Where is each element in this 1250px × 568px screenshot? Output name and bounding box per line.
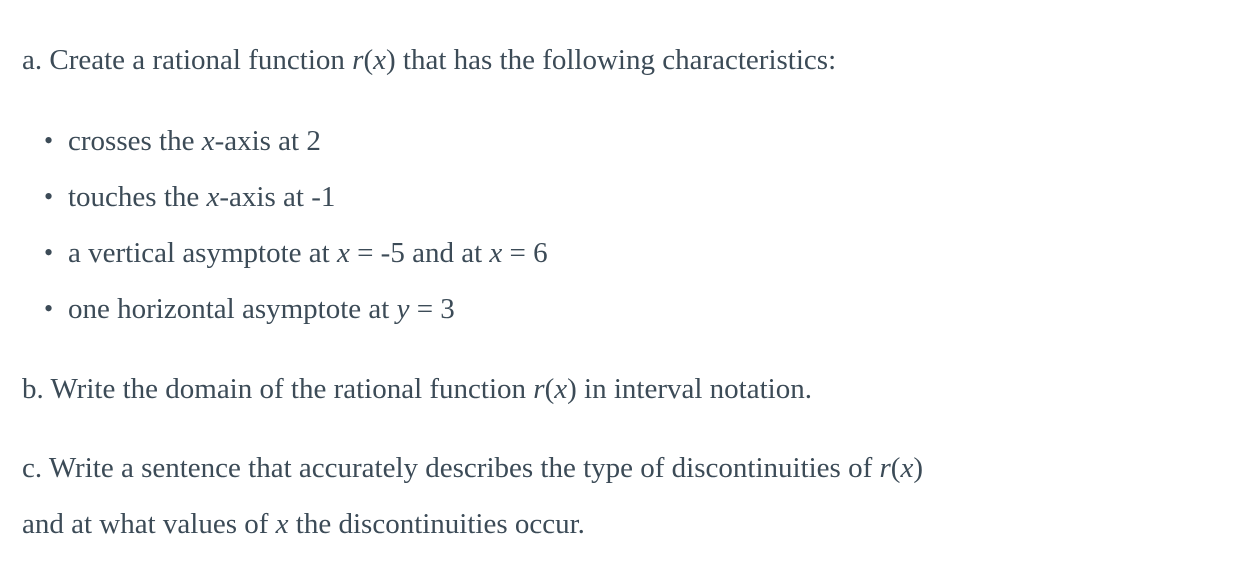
bullet-item-text: crosses the x-axis at 2 bbox=[68, 125, 321, 157]
bullet-item-text: one horizontal asymptote at y = 3 bbox=[68, 293, 455, 325]
characteristics-bullet-list bbox=[22, 113, 1230, 337]
question-c-line-2: and at what values of x the discontinuities occur. bbox=[22, 508, 585, 540]
bullet-item-vertical-asymptotes bbox=[22, 225, 1230, 281]
question-c-text bbox=[22, 440, 1230, 552]
bullet-dot-icon: • bbox=[44, 126, 54, 155]
bullet-item-touches-x-axis bbox=[22, 169, 1230, 225]
bullet-item-text: a vertical asymptote at x = -5 and at x = 6 bbox=[68, 237, 548, 269]
bullet-item-text: touches the x-axis at -1 bbox=[68, 181, 336, 213]
bullet-item-crosses-x-axis bbox=[22, 113, 1230, 169]
bullet-dot-icon: • bbox=[44, 238, 54, 267]
question-b-text: b. Write the domain of the rational function r(x) in interval notation. bbox=[22, 373, 812, 405]
bullet-dot-icon: • bbox=[44, 294, 54, 323]
bullet-item-horizontal-asymptote bbox=[22, 281, 1230, 337]
question-c-line-1: c. Write a sentence that accurately describes the type of discontinuities of r(x) bbox=[22, 452, 924, 484]
question-a-text: a. Create a rational function r(x) that has the following characteristics: bbox=[22, 44, 837, 76]
bullet-dot-icon: • bbox=[44, 182, 54, 211]
